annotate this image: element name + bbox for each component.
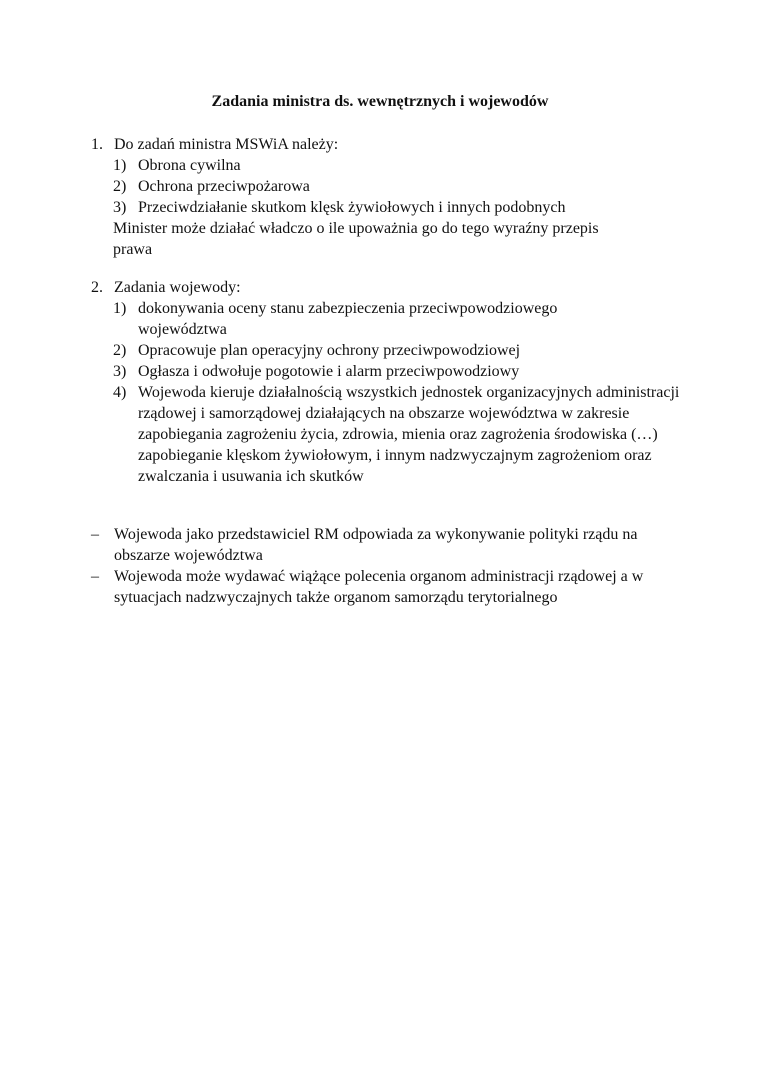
list-item-number: 4) [113,384,127,401]
section-heading-text: Zadania wojewody: [114,279,241,296]
dash-item-text: Wojewoda jako przedstawiciel RM odpowiada za wykonywanie polityki rządu na obszarze województwa [114,526,638,564]
page-title: Zadania ministra ds. wewnętrznych i wojewodów [211,93,549,110]
list-item-text: Ochrona przeciwpożarowa [138,178,310,195]
section-heading-text: Do zadań ministra MSWiA należy: [114,136,339,153]
list-item-text: Wojewoda kieruje działalnością wszystkich jednostek organizacyjnych administracji rządowej i samorządowej działających na obszarze województwa w zakresie zapobiegania zagrożeniu życia, zdrowia, mienia oraz zagrożenia środowiska (…) zapobieganie klęskom żywiołowym, i innym nadzwyczajnym zagrożeniom oraz zwalczania i usuwania ich skutków [138,384,680,485]
list-item-number: 1) [113,300,127,317]
section-voivode-tasks [91,277,681,487]
list-item [113,197,681,218]
list-item-number: 3) [113,363,127,380]
dash-marker: – [91,568,99,585]
dash-item [91,524,681,566]
list-item-number: 3) [113,199,127,216]
list-item [113,382,681,487]
section-ministry-tasks [91,134,681,260]
section-heading [91,277,681,298]
list-item [113,340,681,361]
section-heading [91,134,681,155]
list-item [113,361,681,382]
dash-item [91,566,681,608]
dash-list [91,524,681,608]
list-item-number: 2) [113,342,127,359]
list-item-text: Przeciwdziałanie skutkom klęsk żywiołowych i innych podobnych [138,199,566,216]
list-item-text: Opracowuje plan operacyjny ochrony przeciwpowodziowej [138,342,521,359]
section-note: Minister może działać władczo o ile upoważnia go do tego wyraźny przepis prawa [113,220,599,258]
dash-marker: – [91,526,99,543]
list-item-text: Obrona cywilna [138,157,241,174]
list-item-number: 2) [113,178,127,195]
list-item-text: dokonywania oceny stanu zabezpieczenia przeciwpowodziowego województwa [138,300,558,338]
list-item-number: 1) [113,157,127,174]
list-item [113,176,681,197]
list-item-text: Ogłasza i odwołuje pogotowie i alarm przeciwpowodziowy [138,363,520,380]
section-number: 2. [91,279,103,296]
section-number: 1. [91,136,103,153]
list-item [113,155,681,176]
dash-item-text: Wojewoda może wydawać wiążące polecenia organom administracji rządowej a w sytuacjach nadzwyczajnych także organom samorządu terytorialnego [114,568,644,606]
list-item [113,298,681,340]
